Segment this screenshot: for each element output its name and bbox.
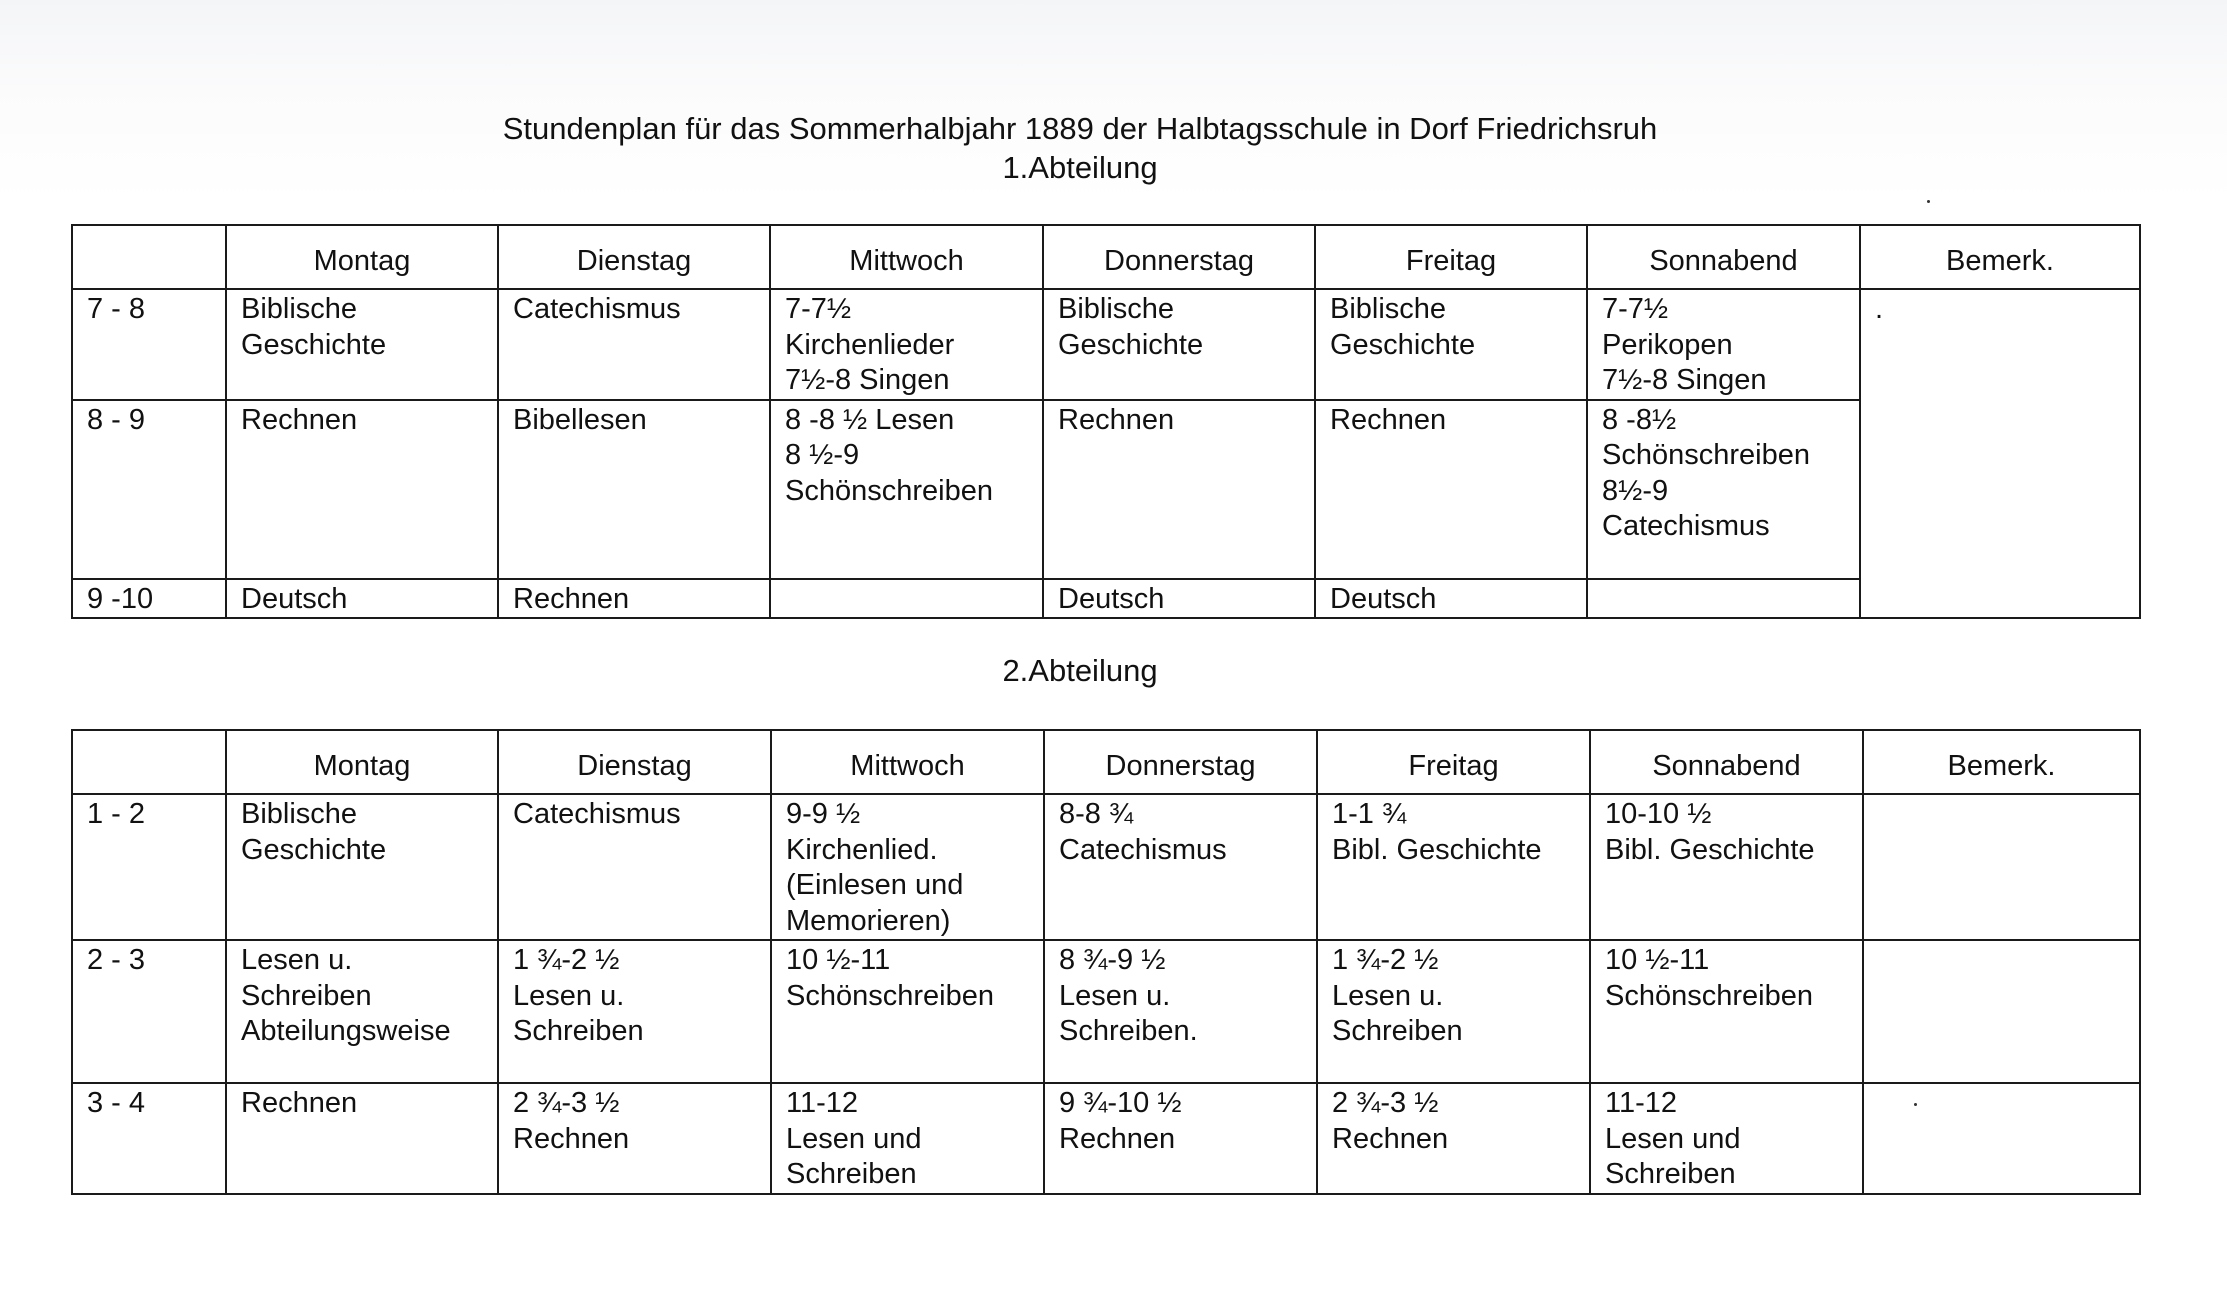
cell-dienstag: Catechismus	[498, 289, 770, 400]
table-row	[72, 400, 2140, 579]
page-title: Stundenplan für das Sommerhalbjahr 1889 der Halbtagsschule in Dorf Friedrichsruh	[502, 111, 1658, 146]
header-cell-donnerstag: Donnerstag	[1044, 730, 1317, 794]
header-cell-dienstag: Dienstag	[498, 225, 770, 289]
header-cell-bemerk: Bemerk.	[1860, 225, 2140, 289]
header-cell-montag: Montag	[226, 225, 498, 289]
cell-montag: Rechnen	[226, 400, 498, 579]
cell-sonnabend: 10-10 ½ Bibl. Geschichte	[1590, 794, 1863, 940]
cell-donnerstag: 9 ¾-10 ½ Rechnen	[1044, 1083, 1317, 1194]
header-corner-cell	[72, 225, 226, 289]
cell-montag: Deutsch	[226, 579, 498, 619]
cell-dienstag: Bibellesen	[498, 400, 770, 579]
cell-bemerk	[1863, 1083, 2140, 1194]
header-cell-bemerk: Bemerk.	[1863, 730, 2140, 794]
cell-montag: Rechnen	[226, 1083, 498, 1194]
cell-dienstag: 2 ¾-3 ½ Rechnen	[498, 1083, 771, 1194]
cell-mittwoch	[770, 579, 1043, 619]
cell-dienstag: Rechnen	[498, 579, 770, 619]
header-cell-freitag: Freitag	[1315, 225, 1587, 289]
section-heading-abteilung-1: 1.Abteilung	[1002, 150, 1158, 185]
header-row	[72, 730, 2140, 794]
header-cell-freitag: Freitag	[1317, 730, 1590, 794]
timetable-abteilung-1	[71, 224, 2141, 619]
cell-montag: Biblische Geschichte	[226, 794, 498, 940]
header-cell-montag: Montag	[226, 730, 498, 794]
header-row	[72, 225, 2140, 289]
cell-mittwoch: 7-7½ Kirchenlieder 7½-8 Singen	[770, 289, 1043, 400]
cell-donnerstag: 8 ¾-9 ½ Lesen u. Schreiben.	[1044, 940, 1317, 1083]
timetable-abteilung-2	[71, 729, 2141, 1195]
header-cell-donnerstag: Donnerstag	[1043, 225, 1315, 289]
cell-sonnabend: 7-7½ Perikopen 7½-8 Singen	[1587, 289, 1860, 400]
cell-mittwoch: 8 -8 ½ Lesen 8 ½-9 Schönschreiben	[770, 400, 1043, 579]
table-row	[72, 1083, 2140, 1194]
cell-sonnabend: 11-12 Lesen und Schreiben	[1590, 1083, 1863, 1194]
header-cell-mittwoch: Mittwoch	[770, 225, 1043, 289]
cell-montag: Biblische Geschichte	[226, 289, 498, 400]
time-slot-cell: 3 - 4	[72, 1083, 226, 1194]
cell-dienstag: 1 ¾-2 ½ Lesen u. Schreiben	[498, 940, 771, 1083]
header-cell-sonnabend: Sonnabend	[1587, 225, 1860, 289]
time-slot-cell: 7 - 8	[72, 289, 226, 400]
table-row	[72, 289, 2140, 400]
cell-sonnabend: 8 -8½ Schönschreiben 8½-9 Catechismus	[1587, 400, 1860, 579]
cell-freitag: 1-1 ¾ Bibl. Geschichte	[1317, 794, 1590, 940]
cell-bemerk: .	[1860, 289, 2140, 618]
header-cell-mittwoch: Mittwoch	[771, 730, 1044, 794]
cell-donnerstag: 8-8 ¾ Catechismus	[1044, 794, 1317, 940]
cell-mittwoch: 11-12 Lesen und Schreiben	[771, 1083, 1044, 1194]
cell-sonnabend: 10 ½-11 Schönschreiben	[1590, 940, 1863, 1083]
table-row	[72, 794, 2140, 940]
cell-montag: Lesen u. Schreiben Abteilungsweise	[226, 940, 498, 1083]
cell-mittwoch: 10 ½-11 Schönschreiben	[771, 940, 1044, 1083]
cell-bemerk	[1863, 940, 2140, 1083]
cell-freitag: 2 ¾-3 ½ Rechnen	[1317, 1083, 1590, 1194]
section-heading-abteilung-2: 2.Abteilung	[1002, 653, 1158, 688]
cell-freitag: 1 ¾-2 ½ Lesen u. Schreiben	[1317, 940, 1590, 1083]
time-slot-cell: 9 -10	[72, 579, 226, 619]
cell-dienstag: Catechismus	[498, 794, 771, 940]
table-row	[72, 940, 2140, 1083]
scan-speck	[1927, 200, 1930, 203]
cell-donnerstag: Biblische Geschichte	[1043, 289, 1315, 400]
cell-freitag: Rechnen	[1315, 400, 1587, 579]
cell-sonnabend	[1587, 579, 1860, 619]
time-slot-cell: 2 - 3	[72, 940, 226, 1083]
cell-donnerstag: Rechnen	[1043, 400, 1315, 579]
time-slot-cell: 8 - 9	[72, 400, 226, 579]
table-row	[72, 579, 2140, 619]
header-corner-cell	[72, 730, 226, 794]
scan-speck	[1914, 1103, 1917, 1106]
cell-bemerk	[1863, 794, 2140, 940]
time-slot-cell: 1 - 2	[72, 794, 226, 940]
cell-freitag: Deutsch	[1315, 579, 1587, 619]
header-cell-sonnabend: Sonnabend	[1590, 730, 1863, 794]
cell-mittwoch: 9-9 ½ Kirchenlied. (Einlesen und Memorieren)	[771, 794, 1044, 940]
cell-donnerstag: Deutsch	[1043, 579, 1315, 619]
header-cell-dienstag: Dienstag	[498, 730, 771, 794]
cell-freitag: Biblische Geschichte	[1315, 289, 1587, 400]
